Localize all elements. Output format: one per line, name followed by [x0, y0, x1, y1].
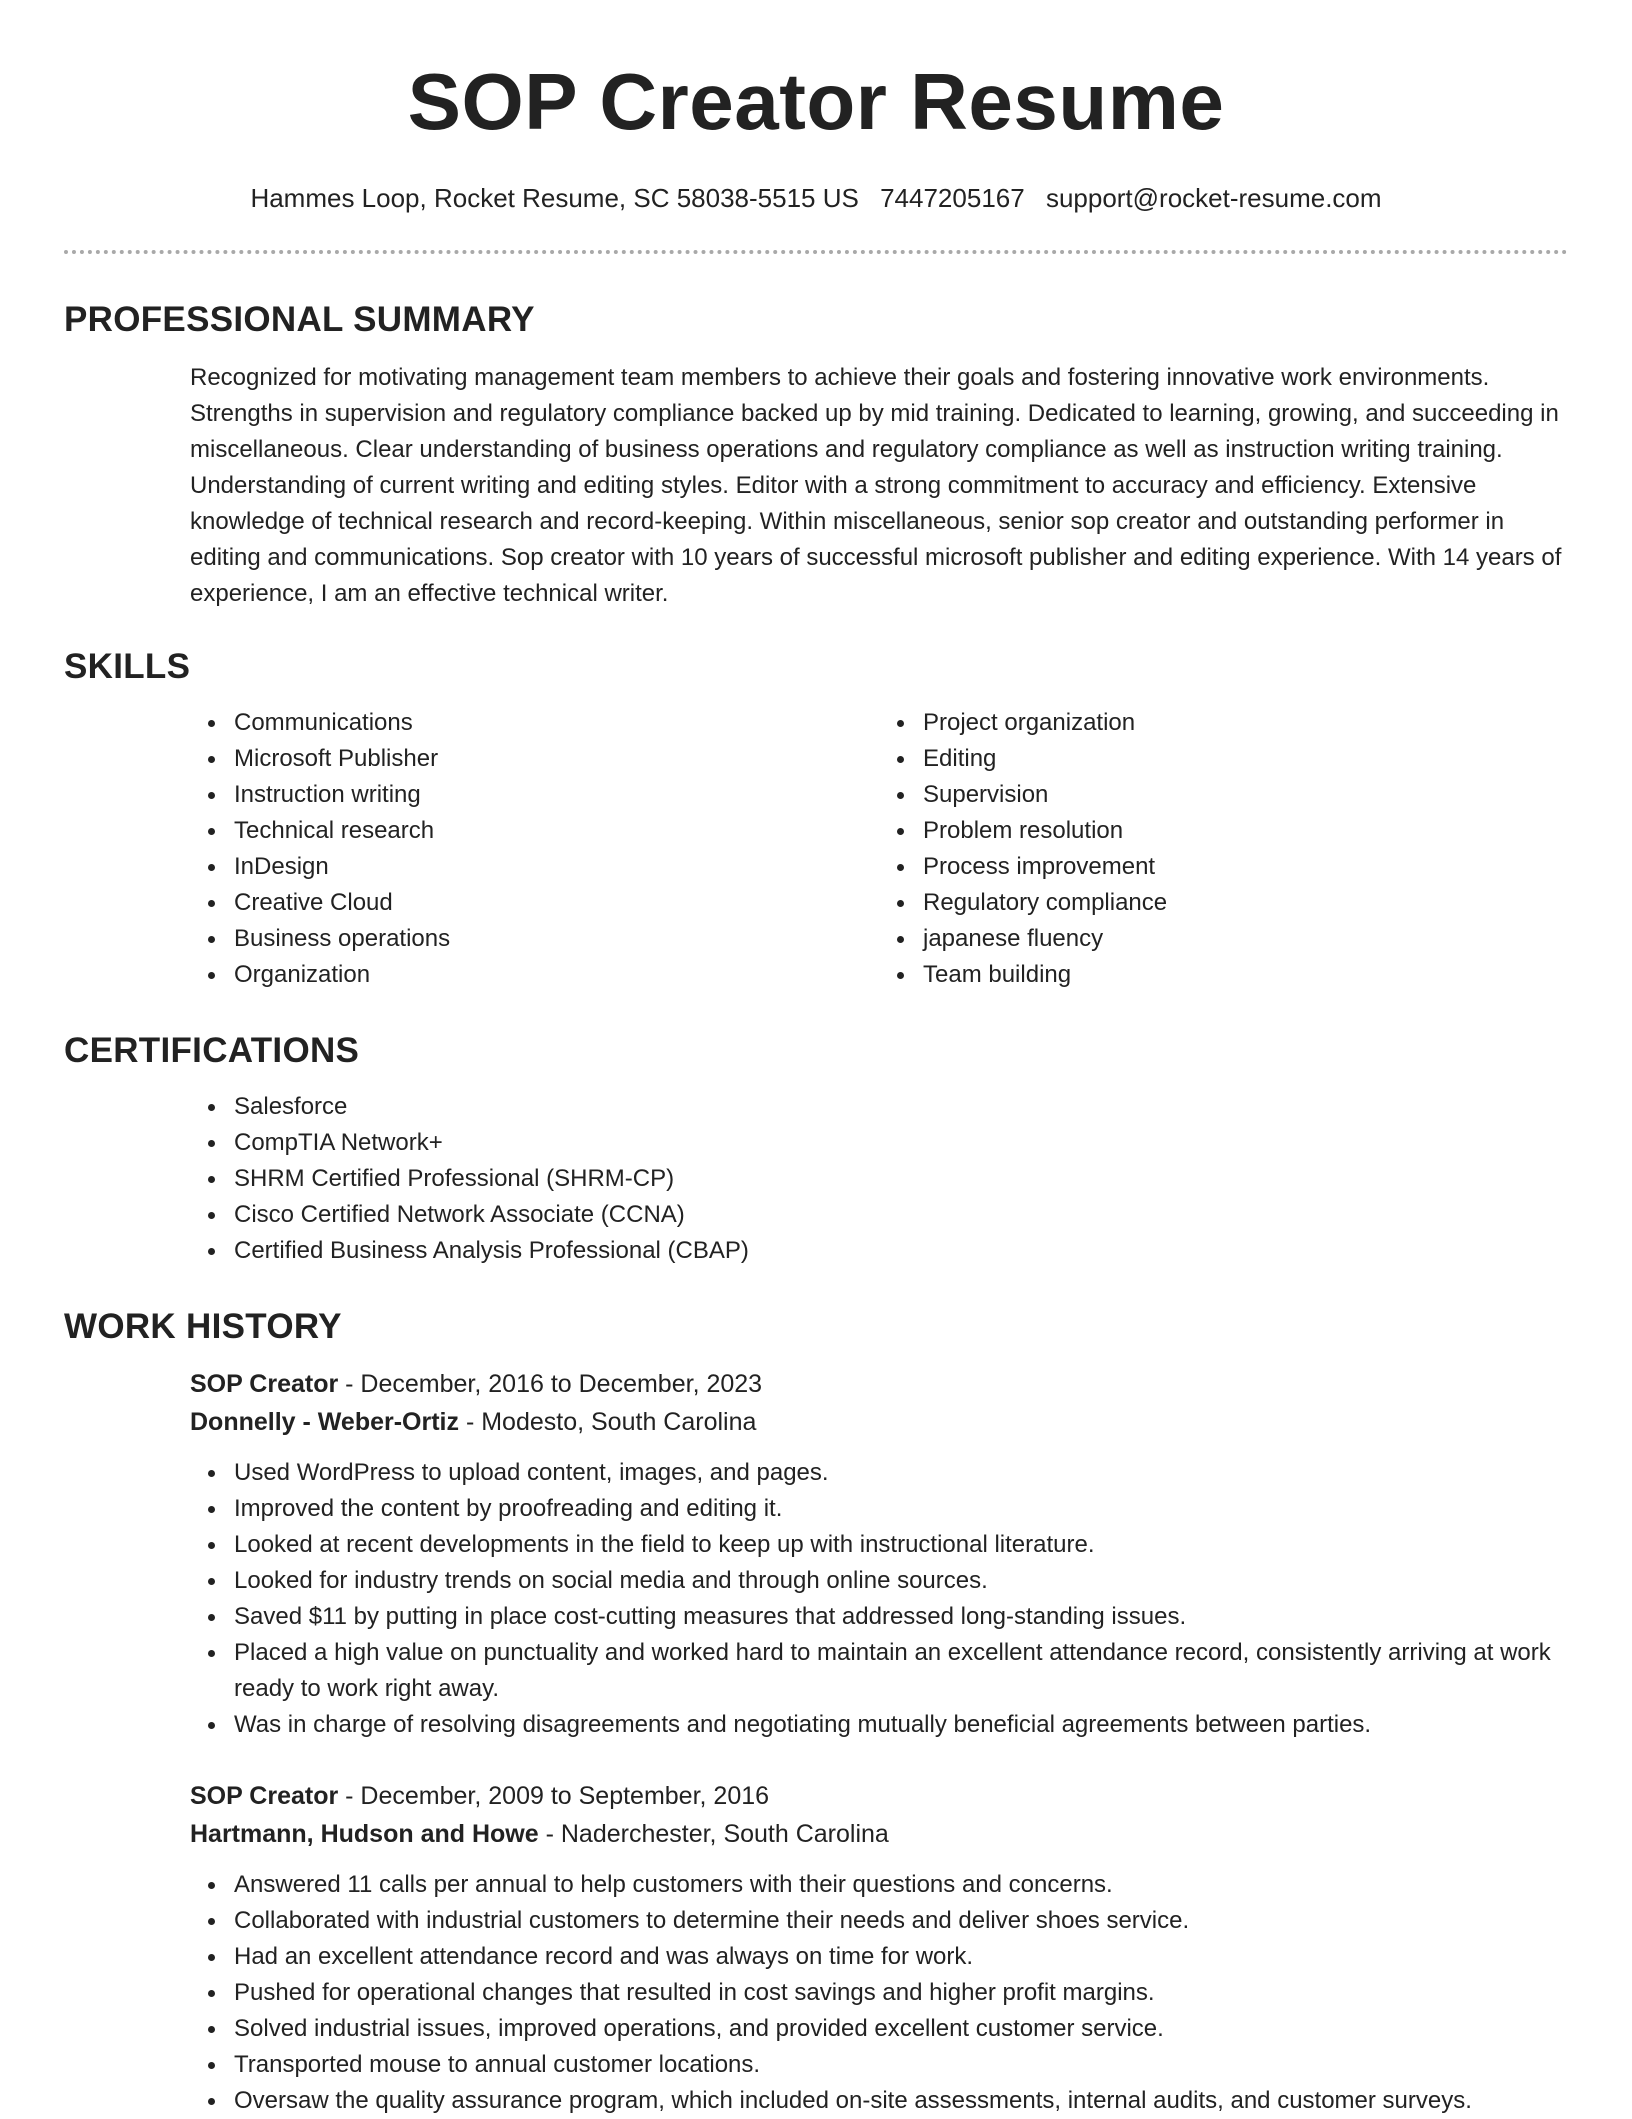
certifications-section — [64, 1029, 1568, 1269]
job-bullet: Placed a high value on punctuality and worked hard to maintain an excellent attendance record, consistently arriving at work ready to work right away. — [234, 1635, 1568, 1707]
skills-heading: SKILLS — [64, 647, 191, 686]
skill-item: InDesign — [234, 849, 879, 885]
job-company: Hartmann, Hudson and Howe — [190, 1820, 539, 1848]
job-title: SOP Creator — [190, 1370, 339, 1398]
job-bullet: Saved $11 by putting in place cost-cutting measures that addressed long-standing issues. — [234, 1599, 1568, 1635]
work-history-section — [64, 1305, 1568, 2119]
job-location: - Naderchester, South Carolina — [538, 1820, 889, 1848]
skill-item: Instruction writing — [234, 777, 879, 813]
job-dates: - December, 2016 to December, 2023 — [338, 1370, 763, 1398]
summary-text: Recognized for motivating management team members to achieve their goals and fostering innovative work environments. Strengths in supervision and regulatory compliance backed up by mid training. Dedicated to learning, growing, and succeeding in miscellaneous. Clear understanding of business operations and regulatory compliance as well as instruction writing training. Understanding of current writing and editing styles. Editor with a strong commitment to accuracy and efficiency. Extensive knowledge of technical research and record-keeping. Within miscellaneous, senior sop creator and outstanding performer in editing and communications. Sop creator with 10 years of successful microsoft publisher and editing experience. With 14 years of experience, I am an effective technical writer. — [190, 364, 1562, 607]
contact-line — [0, 180, 1632, 216]
resume-title: SOP Creator Resume — [407, 57, 1225, 146]
skills-section — [64, 645, 1568, 993]
skill-item: Editing — [923, 741, 1568, 777]
skills-list-right — [879, 705, 1568, 993]
job-bullet: Answered 11 calls per annual to help customers with their questions and concerns. — [234, 1867, 1568, 1903]
work-history-heading: WORK HISTORY — [64, 1307, 342, 1346]
job-entry — [190, 1365, 1568, 1743]
skill-item: Technical research — [234, 813, 879, 849]
skill-item: Project organization — [923, 705, 1568, 741]
skill-item: Business operations — [234, 921, 879, 957]
job-bullet: Transported mouse to annual customer locations. — [234, 2047, 1568, 2083]
skill-item: Communications — [234, 705, 879, 741]
summary-section — [64, 298, 1568, 612]
job-company-line — [190, 1403, 1568, 1441]
job-dates: - December, 2009 to September, 2016 — [338, 1782, 770, 1810]
job-title: SOP Creator — [190, 1782, 339, 1810]
job-entry — [190, 1777, 1568, 2119]
job-bullet: Oversaw the quality assurance program, which included on-site assessments, internal audits, and customer surveys. — [234, 2083, 1568, 2119]
job-bullet: Pushed for operational changes that resulted in cost savings and higher profit margins. — [234, 1975, 1568, 2011]
skill-item: Microsoft Publisher — [234, 741, 879, 777]
contact-email[interactable]: support@rocket-resume.com — [1045, 183, 1382, 213]
job-bullet: Used WordPress to upload content, images, and pages. — [234, 1455, 1568, 1491]
job-bullet: Collaborated with industrial customers to determine their needs and deliver shoes service. — [234, 1903, 1568, 1939]
job-company: Donnelly - Weber-Ortiz — [190, 1408, 460, 1436]
certification-item: Salesforce — [234, 1089, 1568, 1125]
skill-item: Organization — [234, 957, 879, 993]
certifications-list — [190, 1089, 1568, 1269]
skill-item: Supervision — [923, 777, 1568, 813]
job-bullets — [190, 1867, 1568, 2119]
job-bullets — [190, 1455, 1568, 1743]
job-bullet: Was in charge of resolving disagreements and negotiating mutually beneficial agreements between parties. — [234, 1707, 1568, 1743]
skill-item: Process improvement — [923, 849, 1568, 885]
certification-item: SHRM Certified Professional (SHRM-CP) — [234, 1161, 1568, 1197]
contact-phone[interactable]: 7447205167 — [880, 183, 1025, 213]
certification-item: Certified Business Analysis Professional (CBAP) — [234, 1233, 1568, 1269]
skills-list-left — [190, 705, 879, 993]
contact-address: Hammes Loop, Rocket Resume, SC 58038-5515 US — [250, 183, 859, 213]
skill-item: Team building — [923, 957, 1568, 993]
skill-item: Creative Cloud — [234, 885, 879, 921]
job-bullet: Improved the content by proofreading and editing it. — [234, 1491, 1568, 1527]
job-bullet: Solved industrial issues, improved operations, and provided excellent customer service. — [234, 2011, 1568, 2047]
job-company-line — [190, 1815, 1568, 1853]
summary-heading: PROFESSIONAL SUMMARY — [64, 300, 535, 339]
header-divider — [64, 250, 1568, 254]
job-bullet: Had an excellent attendance record and was always on time for work. — [234, 1939, 1568, 1975]
skill-item: Problem resolution — [923, 813, 1568, 849]
job-title-line — [190, 1777, 1568, 1815]
skill-item: japanese fluency — [923, 921, 1568, 957]
job-bullet: Looked for industry trends on social media and through online sources. — [234, 1563, 1568, 1599]
certification-item: Cisco Certified Network Associate (CCNA) — [234, 1197, 1568, 1233]
job-location: - Modesto, South Carolina — [459, 1408, 757, 1436]
certification-item: CompTIA Network+ — [234, 1125, 1568, 1161]
skill-item: Regulatory compliance — [923, 885, 1568, 921]
certifications-heading: CERTIFICATIONS — [64, 1031, 360, 1070]
job-bullet: Looked at recent developments in the field to keep up with instructional literature. — [234, 1527, 1568, 1563]
job-title-line — [190, 1365, 1568, 1403]
